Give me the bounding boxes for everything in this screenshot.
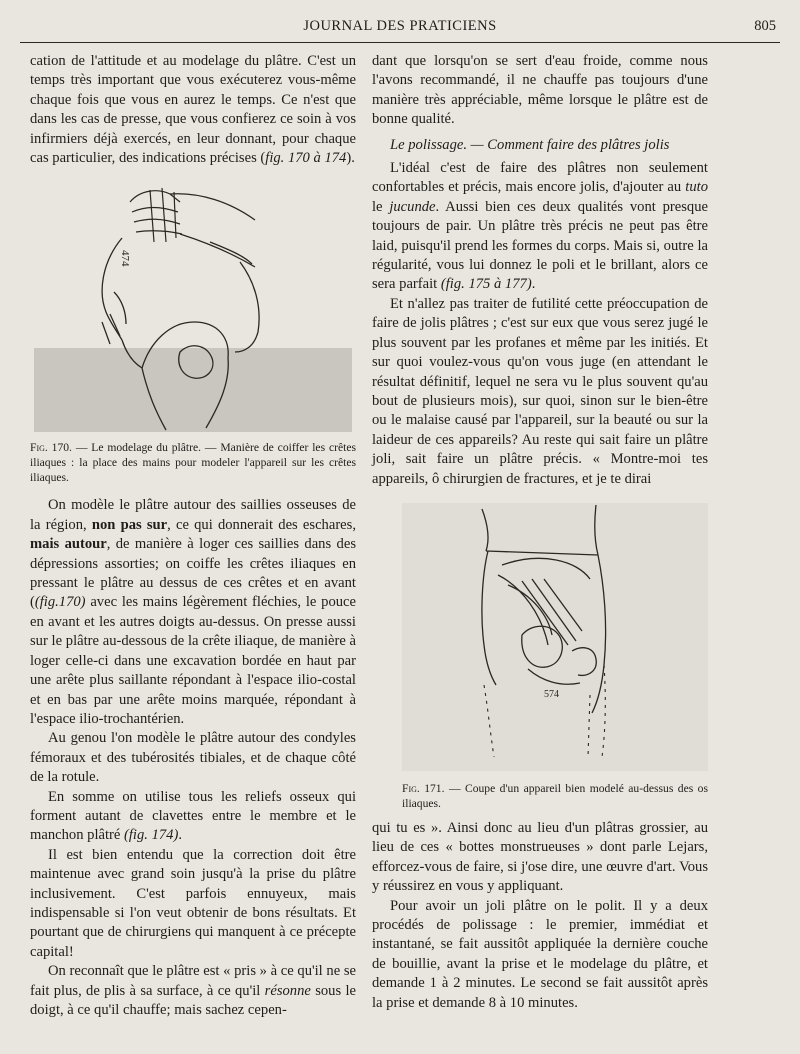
figure-171-plate xyxy=(402,503,708,771)
figure-171-caption: Fig. 171. — Coupe d'un appareil bien modelé au-dessus des os iliaques. xyxy=(402,781,708,810)
paragraph-qui-tu-es: qui tu es ». Ainsi donc au lieu d'un plâtras grossier, au lieu de ces « bottes monstrueuses » dont parle Lejars, efforcez-vous de faire, si j'ose dire, une œuvre d'art. Vous y réussirez en vous y appliquant. xyxy=(372,819,708,895)
figure-170-caption: Fig. 170. — Le modelage du plâtre. — Manière de coiffer les crêtes iliaques : la place des mains pour modeler l'appareil sur les crêtes iliaques. xyxy=(30,441,356,485)
paragraph-genou: Au genou l'on modèle le plâtre autour des condyles fémoraux et des tubérosités tibiales, et de chaque côté de la rotule. xyxy=(30,730,356,786)
paragraph-en-somme: En somme on utilise tous les reliefs osseux qui forment autant de clavettes entre le membre et le manchon plâtré (fig. 174). xyxy=(30,788,356,844)
figure-170-mark: 474 xyxy=(119,250,131,267)
hand-drawing xyxy=(130,188,255,267)
paragraph-polit: Pour avoir un joli plâtre on le polit. Il y a deux procédés de polissage : le premier, immédiat et instantané, se fait aussitôt appliquée la dernière couche de bouillie, avant la prise et le modelage du plâtre, et demande 1 à 2 minutes. Le second se fait aussitôt après la prise et demande 8 à 10 minutes. xyxy=(372,897,708,1011)
figure-171 xyxy=(372,495,708,811)
page-header xyxy=(20,14,780,43)
right-column xyxy=(372,52,708,1013)
paragraph-eau-froide: dant que lorsqu'on se sert d'eau froide, comme nous l'avons recommandé, il ne chauffe pas toujours d'une manière très appréciable, même lorsque le plâtre est de bonne qualité. xyxy=(372,53,708,128)
figure-170 xyxy=(30,172,356,485)
paragraph-correction: Il est bien entendu que la correction doit être maintenue avec grand soin jusqu'à la prise du plâtre inclusivement. C'est parfois ennuyeux, mais indispensable si l'on veut obtenir de bons résultats. Et pourtant que de chirurgiens qui manquent à ce précepte capital! xyxy=(30,846,356,960)
page-number: 805 xyxy=(754,18,776,34)
figure-171-illustration xyxy=(372,495,708,777)
section-heading-polissage: Le polissage. — Comment faire des plâtres jolis xyxy=(390,136,670,153)
paragraph-modelage: On modèle le plâtre autour des saillies osseuses de la région, non pas sur, ce qui donnerait des eschares, mais autour, de manière à loger ces saillies dans des dépressions assorties; on coiffe les crêtes iliaques en pressant le plâtre au dessus de ces crêtes et en avant ((fig.170) avec les mains légèrement fléchies, le pouce en avant et les autres doigts au-dessus. On presse aussi sur le plâtre au-dessous de la crête iliaque, de manière à loger celle-ci dans une excavation bordée en haut par une arête plus saillante répondant à l'espace ilio-costal et en bas par une arête moins marquée, répondant à l'espace ilio-trochantérien. xyxy=(30,497,356,727)
figure-170-illustration xyxy=(30,172,356,434)
paragraph-pris: On reconnaît que le plâtre est « pris » à ce qu'il ne se fait plus, de plis à sa surface, à ce qu'il résonne sous le doigt, à ce qu'il chauffe; mais sachez cepen- xyxy=(30,963,356,1018)
paragraph-ideal: L'idéal c'est de faire des plâtres non seulement confortables et précis, mais encore jolis, d'ajouter au tuto le jucunde. Aussi bien ces deux qualités vont presque toujours de pair. Un plâtre très précis ne peut pas être laid, puisqu'il prend les formes du corps. Mais si, outre la régularité, vous lui donnez le poli et le brillant, alors ce sera parfait (fig. 175 à 177). xyxy=(372,160,708,293)
journal-title: JOURNAL DES PRATICIENS xyxy=(303,18,497,34)
intro-paragraph: cation de l'attitude et au modelage du plâtre. C'est un temps très important que vous exécuterez vous-même chaque fois que vous en aurez le temps. Ce n'est que dans les cas de presse, que vous confierez ce soin à vos infirmiers déjà exercés, en leur donnant, pour chaque cas particulier, des indications précises (fig. 170 à 174). xyxy=(30,53,356,167)
figure-171-mark: 574 xyxy=(544,688,559,700)
figure-170-plate xyxy=(34,348,352,432)
left-column xyxy=(30,52,356,1020)
paragraph-futilite: Et n'allez pas traiter de futilité cette préoccupation de faire de jolis plâtres ; c'est sur eux que vous serez jugé le plus souvent par les profanes et même par les initiés. Et sur quoi voulez-vous qu'on vous juge (en attendant le résultat définitif, lequel ne sera vu le plus souvent qu'au bout de plusieurs mois), sur quoi, sinon sur le bien-être ou le malaise causé par l'appareil, sur la beauté ou sur la laideur de ces appareils? Au reste qui sait faire un plâtre joli, sait faire un plâtre précis. « Montre-moi tes appareils, ô chirurgien de fractures, et je te dirai xyxy=(372,295,708,487)
